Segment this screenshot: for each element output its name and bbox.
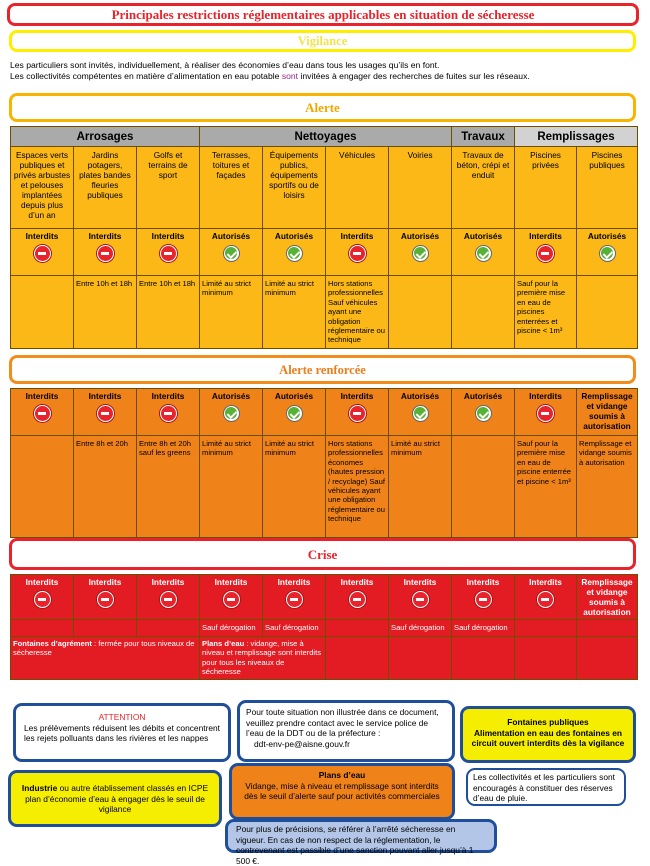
note-cell: [577, 637, 638, 680]
plans-eau-note: Plans d’eau : vidange, mise à niveau et remplissage sont interdits pour tous les niveaux de sécheresse: [200, 637, 326, 680]
industrie-box: Industrie ou autre établissement classés en ICPE plan d’économie d’eau à engager dès le seuil de vigilance: [8, 770, 222, 827]
note-cell: [577, 276, 638, 349]
derogation-cell: Sauf dérogation: [200, 620, 263, 637]
status-cell: Autorisés: [452, 389, 515, 436]
check-icon: [223, 405, 240, 422]
fontaines-title: Fontaines publiques: [507, 717, 589, 727]
note-cell: [515, 637, 577, 680]
status-cell: Autorisés: [577, 229, 638, 276]
check-icon: [599, 245, 616, 262]
fontaines-publiques-box: [460, 706, 636, 763]
column-header: Jardins potagers, plates bandes fleuries publiques: [74, 147, 137, 229]
category-travaux: Travaux: [452, 127, 515, 147]
note-cell: Hors stations professionnelles économes (hautes pression / recyclage) Sauf véhicules ayant une obligation réglementaire ou technique: [326, 436, 389, 538]
column-header: Piscines publiques: [577, 147, 638, 229]
no-entry-icon: [349, 591, 366, 608]
note-cell: [11, 276, 74, 349]
vigilance-banner: Vigilance: [9, 30, 636, 52]
note-cell: [389, 637, 452, 680]
status-cell: Autorisés: [389, 229, 452, 276]
status-cell: Interdits: [74, 229, 137, 276]
status-cell: Interdits: [515, 229, 577, 276]
fontaines-agrement-note: Fontaines d’agrément : fermée pour tous niveaux de sécheresse: [11, 637, 200, 680]
plans-text: Vidange, mise à niveau et remplissage sont interdits dès le seuil d’alerte sauf pour activités commerciales: [244, 780, 440, 801]
note-cell: Entre 10h et 18h: [74, 276, 137, 349]
no-entry-icon: [34, 591, 51, 608]
note-cell: Limité au strict minimum: [263, 276, 326, 349]
status-cell: Autorisés: [200, 229, 263, 276]
no-entry-icon: [286, 591, 303, 608]
derogation-cell: Sauf dérogation: [452, 620, 515, 637]
no-entry-icon: [97, 405, 114, 422]
status-cell: Interdits: [74, 389, 137, 436]
status-cell: Autorisés: [263, 389, 326, 436]
check-icon: [223, 245, 240, 262]
check-icon: [475, 405, 492, 422]
derogation-cell: [515, 620, 577, 637]
attention-text: Les prélèvements réduisent les débits et concentrent les rejets polluants dans les rivières et les nappes: [24, 722, 220, 743]
crise-table: [10, 574, 638, 680]
no-entry-icon: [34, 405, 51, 422]
column-header: Travaux de béton, crépi et enduit: [452, 147, 515, 229]
status-cell: Autorisés: [263, 229, 326, 276]
note-cell: Entre 10h et 18h: [137, 276, 200, 349]
no-entry-icon: [537, 245, 554, 262]
note-cell: Limité au strict minimum: [263, 436, 326, 538]
alerte-renforcee-table: [10, 388, 638, 538]
status-cell: Interdits: [11, 229, 74, 276]
no-entry-icon: [97, 591, 114, 608]
attention-title: ATTENTION: [98, 712, 146, 722]
status-cell: Remplissage et vidange soumis à autorisation: [577, 389, 638, 436]
no-entry-icon: [349, 245, 366, 262]
plans-eau-box: [229, 763, 455, 820]
no-entry-icon: [97, 245, 114, 262]
no-entry-icon: [160, 405, 177, 422]
note-cell: [389, 276, 452, 349]
status-cell: Autorisés: [452, 229, 515, 276]
no-entry-icon: [537, 591, 554, 608]
note-cell: Hors stations professionnelles Sauf véhicules ayant une obligation réglementaire ou technique: [326, 276, 389, 349]
note-cell: [452, 436, 515, 538]
status-cell: Autorisés: [389, 389, 452, 436]
page-title: Principales restrictions réglementaires applicables en situation de sécheresse: [7, 3, 639, 26]
status-cell: Interdits: [11, 389, 74, 436]
vigilance-line-2: Les collectivités compétentes en matière d’alimentation en eau potable sont invitées à engager des recherches de fuites sur les réseaux.: [10, 71, 530, 81]
status-cell: Interdits: [263, 575, 326, 620]
status-cell: Interdits: [326, 229, 389, 276]
note-cell: Entre 8h et 20h: [74, 436, 137, 538]
check-icon: [412, 405, 429, 422]
check-icon: [286, 245, 303, 262]
column-header: Espaces verts publiques et privés arbustes et pelouses implantées depuis plus d’un an: [11, 147, 74, 229]
no-entry-icon: [537, 405, 554, 422]
note-cell: Limité au strict minimum: [200, 436, 263, 538]
status-cell: Interdits: [137, 389, 200, 436]
check-icon: [475, 245, 492, 262]
status-cell: Interdits: [200, 575, 263, 620]
status-cell: Interdits: [74, 575, 137, 620]
derogation-cell: [74, 620, 137, 637]
contact-text: Pour toute situation non illustrée dans ce document, veuillez prendre contact avec le service police de l’eau de la DDT ou de la préfecture :: [246, 707, 439, 738]
status-cell: Interdits: [326, 575, 389, 620]
note-cell: [11, 436, 74, 538]
no-entry-icon: [475, 591, 492, 608]
status-cell: Interdits: [137, 229, 200, 276]
column-header: Équipements publics, équipements sportifs ou de loisirs: [263, 147, 326, 229]
derogation-cell: Sauf dérogation: [263, 620, 326, 637]
plans-title: Plans d’eau: [318, 770, 366, 780]
category-remplissages: Remplissages: [515, 127, 638, 147]
column-header: Voiries: [389, 147, 452, 229]
status-cell: Autorisés: [200, 389, 263, 436]
no-entry-icon: [412, 591, 429, 608]
derogation-cell: Sauf dérogation: [389, 620, 452, 637]
column-header: Golfs et terrains de sport: [137, 147, 200, 229]
derogation-cell: [577, 620, 638, 637]
status-cell: Remplissage et vidange soumis à autorisation: [577, 575, 638, 620]
note-cell: Sauf pour la première mise en eau de piscine enterrée et piscine < 1m³: [515, 436, 577, 538]
column-header: Piscines privées: [515, 147, 577, 229]
precisions-box: Pour plus de précisions, se référer à l’arrêté sécheresse en vigueur. En cas de non respect de la réglementation, le contrevenant est passible d’une sanction pouvant aller jusqu’à 1 500 €.: [225, 819, 497, 853]
no-entry-icon: [34, 245, 51, 262]
alerte-renforcee-banner: Alerte renforcée: [9, 355, 636, 384]
status-cell: Interdits: [452, 575, 515, 620]
status-cell: Interdits: [11, 575, 74, 620]
no-entry-icon: [349, 405, 366, 422]
note-cell: Remplissage et vidange soumis à autorisation: [577, 436, 638, 538]
status-cell: Interdits: [515, 575, 577, 620]
note-cell: Limité au strict minimum: [200, 276, 263, 349]
derogation-cell: [326, 620, 389, 637]
alerte-table: [10, 126, 638, 349]
note-cell: Entre 8h et 20h sauf les greens: [137, 436, 200, 538]
category-nettoyages: Nettoyages: [200, 127, 452, 147]
note-cell: Sauf pour la première mise en eau de piscines enterrées et piscine < 1m³: [515, 276, 577, 349]
category-arrosages: Arrosages: [11, 127, 200, 147]
note-cell: [326, 637, 389, 680]
status-cell: Interdits: [515, 389, 577, 436]
status-cell: Interdits: [326, 389, 389, 436]
alerte-banner: Alerte: [9, 93, 636, 122]
derogation-cell: [11, 620, 74, 637]
note-cell: [452, 637, 515, 680]
derogation-cell: [137, 620, 200, 637]
crise-banner: Crise: [9, 538, 636, 570]
column-header: Terrasses, toitures et façades: [200, 147, 263, 229]
contact-box: [237, 700, 455, 762]
no-entry-icon: [223, 591, 240, 608]
attention-box: [13, 703, 231, 762]
check-icon: [412, 245, 429, 262]
contact-email[interactable]: ddt-env-pe@aisne.gouv.fr: [254, 738, 350, 749]
fontaines-text: Alimentation en eau des fontaines en circuit ouvert interdits dès la vigilance: [471, 727, 625, 748]
vigilance-line-1: Les particuliers sont invités, individuellement, à réaliser des économies d’eau dans tous les usages qu’ils en font.: [10, 60, 440, 70]
no-entry-icon: [160, 591, 177, 608]
check-icon: [286, 405, 303, 422]
column-header: Véhicules: [326, 147, 389, 229]
note-cell: [452, 276, 515, 349]
note-cell: Limité au strict minimum: [389, 436, 452, 538]
collectivites-box: Les collectivités et les particuliers sont encouragés à constituer des réserves d’eau de pluie.: [466, 768, 626, 806]
status-cell: Interdits: [137, 575, 200, 620]
status-cell: Interdits: [389, 575, 452, 620]
no-entry-icon: [160, 245, 177, 262]
